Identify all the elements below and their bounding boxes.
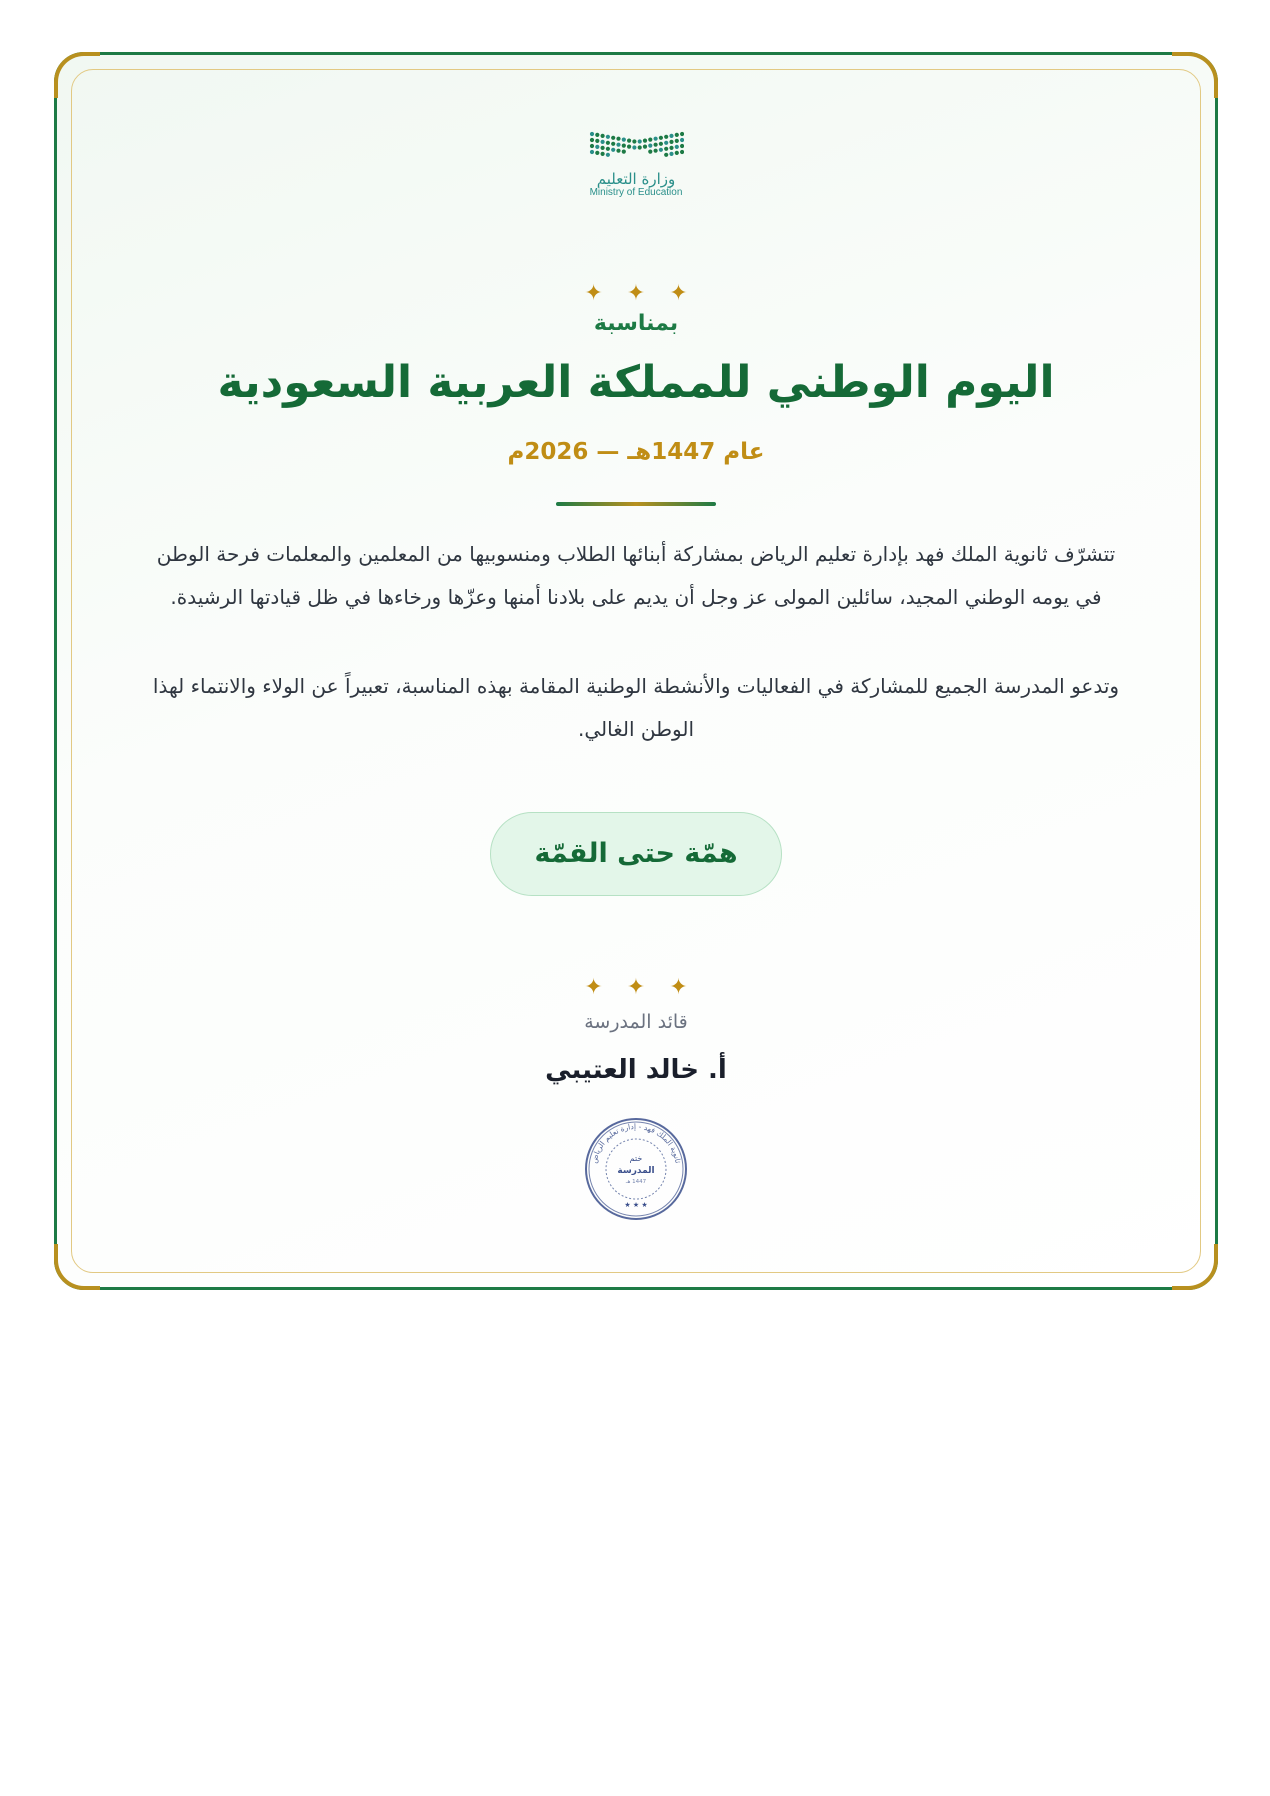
logo-dot <box>616 143 620 147</box>
signatory-role: قائد المدرسة <box>584 1011 688 1033</box>
logo-dot <box>680 150 684 154</box>
ministry-dots-icon <box>588 129 684 163</box>
logo-dot <box>675 133 679 137</box>
logo-dot <box>595 133 599 137</box>
logo-dot <box>638 145 642 149</box>
school-stamp-icon <box>582 1115 690 1223</box>
motto-badge: همّة حتى القمّة <box>490 812 782 896</box>
logo-english-text: Ministry of Education <box>589 187 683 198</box>
logo-dot <box>606 147 610 151</box>
ministry-logo <box>581 129 691 199</box>
logo-dot <box>595 139 599 143</box>
logo-dot <box>648 150 652 154</box>
logo-dot <box>638 139 642 143</box>
stamp-ring-text: ثانوية الملك فهد - إدارة تعليم الرياض <box>589 1121 683 1165</box>
star-icon: ✦ <box>669 975 688 1000</box>
logo-dot <box>648 138 652 142</box>
logo-dot <box>643 139 647 143</box>
logo-dot <box>664 153 668 157</box>
logo-dot <box>669 140 673 144</box>
logo-dot <box>595 145 599 149</box>
logo-dot <box>590 132 594 136</box>
logo-dot <box>627 145 631 149</box>
stamp-center-line-2: المدرسة <box>617 1166 655 1176</box>
body-paragraph-1: تتشرّف ثانوية الملك فهد بإدارة تعليم الرياض بمشاركة أبنائها الطلاب ومنسوبيها من المعلمين والمعلمات فرحة الوطن في يومه الوطني المجيد، سائلين المولى عز وجل أن يديم على بلادنا أمنها وعزّها ورخاءها في ظل قيادتها الرشيدة. <box>156 542 1116 609</box>
invitation-card <box>54 52 1218 1290</box>
star-icon: ✦ <box>584 281 603 306</box>
logo-dot <box>654 149 658 153</box>
logo-dot <box>606 135 610 139</box>
stamp-center-line-3: 1447 هـ <box>625 1179 647 1185</box>
logo-dot <box>590 138 594 142</box>
logo-dot <box>664 135 668 139</box>
logo-dot <box>659 148 663 152</box>
logo-dot <box>643 145 647 149</box>
logo-dot <box>664 141 668 145</box>
logo-dot <box>680 138 684 142</box>
logo-dot <box>622 144 626 148</box>
logo-dot <box>601 134 605 138</box>
logo-dot <box>595 151 599 155</box>
logo-dot <box>669 146 673 150</box>
star-icon: ✦ <box>584 975 603 1000</box>
occasion-label: بمناسبة <box>593 311 679 336</box>
star-icon: ✦ <box>626 281 646 306</box>
star-icon: ✦ <box>626 975 646 1000</box>
year-label: عام 1447هـ — 2026م <box>507 439 765 465</box>
stamp-center-line-1: ختم <box>629 1154 643 1163</box>
logo-dot <box>664 147 668 151</box>
logo-dot <box>627 139 631 143</box>
logo-dot <box>632 139 636 143</box>
logo-dot <box>680 132 684 136</box>
top-stars <box>57 281 1215 306</box>
logo-dot <box>622 150 626 154</box>
page-title: اليوم الوطني للمملكة العربية السعودية <box>217 357 1055 408</box>
logo-dot <box>616 149 620 153</box>
logo-dot <box>590 150 594 154</box>
logo-dot <box>675 145 679 149</box>
logo-dot <box>669 134 673 138</box>
logo-dot <box>659 136 663 140</box>
logo-dot <box>659 142 663 146</box>
logo-dot <box>654 143 658 147</box>
logo-dot <box>675 139 679 143</box>
logo-dot <box>606 141 610 145</box>
logo-dot <box>601 152 605 156</box>
logo-dot <box>648 144 652 148</box>
logo-dot <box>601 146 605 150</box>
logo-dot <box>616 137 620 141</box>
body-paragraph-2: وتدعو المدرسة الجميع للمشاركة في الفعاليات والأنشطة الوطنية المقامة بهذه المناسبة، تعبيراً عن الولاء والانتماء لهذا الوطن الغالي. <box>152 674 1120 741</box>
logo-dot <box>590 144 594 148</box>
logo-dot <box>669 152 673 156</box>
logo-dot <box>654 137 658 141</box>
logo-dot <box>601 140 605 144</box>
logo-dot <box>632 145 636 149</box>
logo-dot <box>606 153 610 157</box>
logo-dot <box>611 148 615 152</box>
logo-dot <box>622 138 626 142</box>
signatory-name: أ. خالد العتيبي <box>545 1055 727 1085</box>
logo-dot <box>611 136 615 140</box>
logo-dot <box>675 151 679 155</box>
bottom-stars <box>57 975 1215 1000</box>
logo-dot <box>611 142 615 146</box>
gradient-divider <box>556 502 716 506</box>
logo-arabic-text: وزارة التعليم <box>596 170 676 188</box>
stamp-bottom-stars: ★ ★ ★ <box>624 1201 648 1209</box>
star-icon: ✦ <box>669 281 688 306</box>
logo-dot <box>680 144 684 148</box>
